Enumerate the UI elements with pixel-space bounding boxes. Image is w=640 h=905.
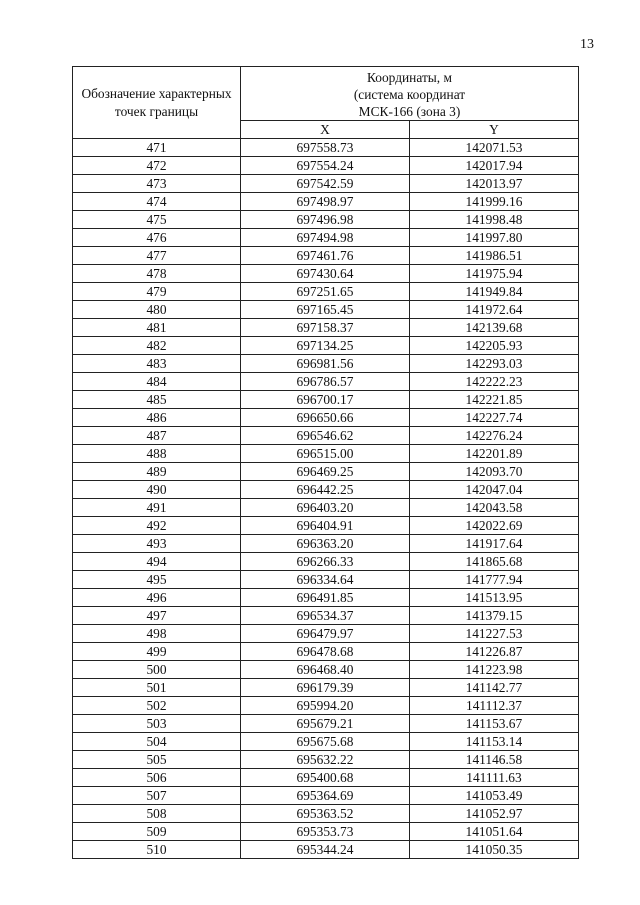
y-coordinate-cell: 142227.74	[410, 409, 579, 427]
point-cell: 473	[73, 175, 241, 193]
point-cell: 491	[73, 499, 241, 517]
y-coordinate-cell: 141226.87	[410, 643, 579, 661]
table-row	[73, 733, 579, 751]
point-cell: 490	[73, 481, 241, 499]
table-row	[73, 553, 579, 571]
x-coordinate-cell: 695679.21	[241, 715, 410, 733]
table-row	[73, 571, 579, 589]
point-cell: 510	[73, 841, 241, 859]
y-coordinate-cell: 141153.67	[410, 715, 579, 733]
table-row	[73, 481, 579, 499]
table-row	[73, 247, 579, 265]
y-coordinate-cell: 141227.53	[410, 625, 579, 643]
points-column-header: Обозначение характерных точек границы	[73, 67, 241, 139]
point-cell: 501	[73, 679, 241, 697]
y-coordinate-cell: 141972.64	[410, 301, 579, 319]
x-coordinate-cell: 696491.85	[241, 589, 410, 607]
table-row	[73, 211, 579, 229]
table-body	[73, 139, 579, 859]
point-cell: 509	[73, 823, 241, 841]
point-cell: 489	[73, 463, 241, 481]
table-row	[73, 589, 579, 607]
y-coordinate-cell: 142221.85	[410, 391, 579, 409]
header-row-top	[73, 67, 579, 121]
table-row	[73, 769, 579, 787]
table-row	[73, 427, 579, 445]
table-row	[73, 823, 579, 841]
y-coordinate-cell: 142013.97	[410, 175, 579, 193]
point-cell: 495	[73, 571, 241, 589]
table-row	[73, 157, 579, 175]
table-row	[73, 607, 579, 625]
x-coordinate-cell: 695632.22	[241, 751, 410, 769]
x-coordinate-cell: 697251.65	[241, 283, 410, 301]
point-cell: 505	[73, 751, 241, 769]
x-coordinate-cell: 697494.98	[241, 229, 410, 247]
point-cell: 474	[73, 193, 241, 211]
point-cell: 476	[73, 229, 241, 247]
point-cell: 508	[73, 805, 241, 823]
x-coordinate-cell: 696266.33	[241, 553, 410, 571]
x-coordinate-cell: 696650.66	[241, 409, 410, 427]
point-cell: 475	[73, 211, 241, 229]
x-coordinate-cell: 695363.52	[241, 805, 410, 823]
x-column-header: X	[241, 121, 410, 139]
x-coordinate-cell: 696534.37	[241, 607, 410, 625]
table-row	[73, 337, 579, 355]
table-row	[73, 139, 579, 157]
point-cell: 498	[73, 625, 241, 643]
coordinates-header-line-1: Координаты, м	[367, 70, 452, 85]
coordinates-table	[72, 66, 579, 859]
x-coordinate-cell: 696468.40	[241, 661, 410, 679]
y-coordinate-cell: 141050.35	[410, 841, 579, 859]
y-coordinate-cell: 142047.04	[410, 481, 579, 499]
table-row	[73, 751, 579, 769]
point-cell: 478	[73, 265, 241, 283]
x-coordinate-cell: 696546.62	[241, 427, 410, 445]
y-coordinate-cell: 142093.70	[410, 463, 579, 481]
x-coordinate-cell: 697165.45	[241, 301, 410, 319]
point-cell: 507	[73, 787, 241, 805]
point-cell: 471	[73, 139, 241, 157]
point-cell: 479	[73, 283, 241, 301]
y-coordinate-cell: 141111.63	[410, 769, 579, 787]
table-row	[73, 517, 579, 535]
y-coordinate-cell: 141223.98	[410, 661, 579, 679]
y-coordinate-cell: 141513.95	[410, 589, 579, 607]
table-row	[73, 319, 579, 337]
table-row	[73, 661, 579, 679]
table-row	[73, 445, 579, 463]
y-coordinate-cell: 141949.84	[410, 283, 579, 301]
point-cell: 499	[73, 643, 241, 661]
point-cell: 506	[73, 769, 241, 787]
x-coordinate-cell: 696179.39	[241, 679, 410, 697]
point-cell: 497	[73, 607, 241, 625]
point-cell: 493	[73, 535, 241, 553]
y-coordinate-cell: 141146.58	[410, 751, 579, 769]
y-coordinate-cell: 142071.53	[410, 139, 579, 157]
x-coordinate-cell: 697496.98	[241, 211, 410, 229]
table-row	[73, 535, 579, 553]
table-row	[73, 715, 579, 733]
x-coordinate-cell: 697461.76	[241, 247, 410, 265]
x-coordinate-cell: 695353.73	[241, 823, 410, 841]
x-coordinate-cell: 697558.73	[241, 139, 410, 157]
point-cell: 486	[73, 409, 241, 427]
y-coordinate-cell: 141917.64	[410, 535, 579, 553]
point-cell: 496	[73, 589, 241, 607]
x-coordinate-cell: 696334.64	[241, 571, 410, 589]
table-row	[73, 355, 579, 373]
y-coordinate-cell: 142201.89	[410, 445, 579, 463]
x-coordinate-cell: 695675.68	[241, 733, 410, 751]
y-coordinate-cell: 141379.15	[410, 607, 579, 625]
x-coordinate-cell: 697134.25	[241, 337, 410, 355]
point-cell: 482	[73, 337, 241, 355]
x-coordinate-cell: 696442.25	[241, 481, 410, 499]
coordinates-header-line-3: МСК-166 (зона 3)	[358, 104, 461, 119]
point-cell: 484	[73, 373, 241, 391]
page-number: 13	[580, 37, 594, 52]
table-row	[73, 409, 579, 427]
x-coordinate-cell: 696403.20	[241, 499, 410, 517]
table-row	[73, 301, 579, 319]
x-coordinate-cell: 697542.59	[241, 175, 410, 193]
table-row	[73, 805, 579, 823]
point-cell: 480	[73, 301, 241, 319]
y-coordinate-cell: 141053.49	[410, 787, 579, 805]
table-row	[73, 283, 579, 301]
point-cell: 483	[73, 355, 241, 373]
point-cell: 503	[73, 715, 241, 733]
table-row	[73, 175, 579, 193]
y-coordinate-cell: 141112.37	[410, 697, 579, 715]
y-coordinate-cell: 142293.03	[410, 355, 579, 373]
y-coordinate-cell: 141051.64	[410, 823, 579, 841]
y-coordinate-cell: 142017.94	[410, 157, 579, 175]
y-coordinate-cell: 141142.77	[410, 679, 579, 697]
point-cell: 477	[73, 247, 241, 265]
x-coordinate-cell: 695994.20	[241, 697, 410, 715]
x-coordinate-cell: 695344.24	[241, 841, 410, 859]
y-coordinate-cell: 141052.97	[410, 805, 579, 823]
x-coordinate-cell: 696363.20	[241, 535, 410, 553]
x-coordinate-cell: 697498.97	[241, 193, 410, 211]
table-row	[73, 463, 579, 481]
table-row	[73, 787, 579, 805]
y-coordinate-cell: 142022.69	[410, 517, 579, 535]
x-coordinate-cell: 697430.64	[241, 265, 410, 283]
point-cell: 494	[73, 553, 241, 571]
y-coordinate-cell: 141865.68	[410, 553, 579, 571]
x-coordinate-cell: 695364.69	[241, 787, 410, 805]
x-coordinate-cell: 696515.00	[241, 445, 410, 463]
table-row	[73, 625, 579, 643]
x-coordinate-cell: 696700.17	[241, 391, 410, 409]
coordinates-header-line-2: (система координат	[353, 87, 466, 102]
x-coordinate-cell: 696478.68	[241, 643, 410, 661]
y-coordinate-cell: 141986.51	[410, 247, 579, 265]
point-cell: 500	[73, 661, 241, 679]
point-cell: 472	[73, 157, 241, 175]
y-coordinate-cell: 141777.94	[410, 571, 579, 589]
x-coordinate-cell: 696404.91	[241, 517, 410, 535]
y-coordinate-cell: 142205.93	[410, 337, 579, 355]
x-coordinate-cell: 696479.97	[241, 625, 410, 643]
point-cell: 492	[73, 517, 241, 535]
table-row	[73, 841, 579, 859]
coordinates-column-header	[241, 67, 579, 121]
table-row	[73, 265, 579, 283]
point-cell: 485	[73, 391, 241, 409]
point-cell: 481	[73, 319, 241, 337]
y-coordinate-cell: 141999.16	[410, 193, 579, 211]
y-column-header: Y	[410, 121, 579, 139]
point-cell: 487	[73, 427, 241, 445]
y-coordinate-cell: 141997.80	[410, 229, 579, 247]
table-row	[73, 373, 579, 391]
y-coordinate-cell: 142276.24	[410, 427, 579, 445]
table-row	[73, 643, 579, 661]
y-coordinate-cell: 142139.68	[410, 319, 579, 337]
y-coordinate-cell: 142043.58	[410, 499, 579, 517]
x-coordinate-cell: 697158.37	[241, 319, 410, 337]
table-row	[73, 229, 579, 247]
y-coordinate-cell: 142222.23	[410, 373, 579, 391]
point-cell: 488	[73, 445, 241, 463]
x-coordinate-cell: 695400.68	[241, 769, 410, 787]
table-row	[73, 499, 579, 517]
x-coordinate-cell: 696786.57	[241, 373, 410, 391]
table-row	[73, 193, 579, 211]
point-cell: 502	[73, 697, 241, 715]
x-coordinate-cell: 696981.56	[241, 355, 410, 373]
table-header	[73, 67, 579, 139]
table-row	[73, 679, 579, 697]
x-coordinate-cell: 697554.24	[241, 157, 410, 175]
y-coordinate-cell: 141975.94	[410, 265, 579, 283]
x-coordinate-cell: 696469.25	[241, 463, 410, 481]
table-row	[73, 697, 579, 715]
point-cell: 504	[73, 733, 241, 751]
table-row	[73, 391, 579, 409]
y-coordinate-cell: 141998.48	[410, 211, 579, 229]
y-coordinate-cell: 141153.14	[410, 733, 579, 751]
